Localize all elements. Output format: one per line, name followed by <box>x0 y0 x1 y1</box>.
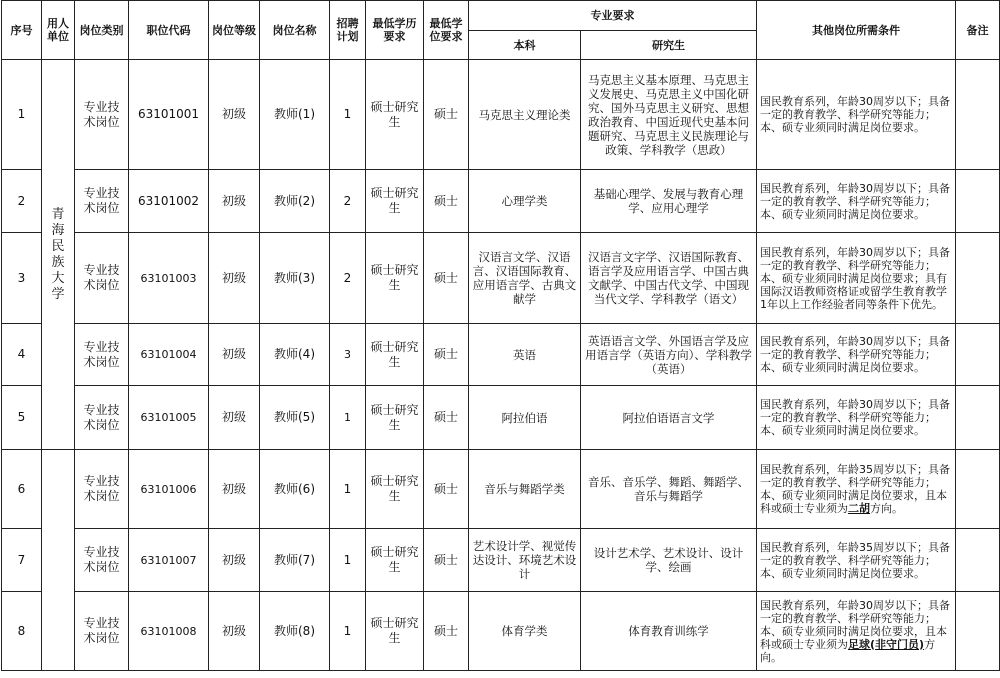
cell-undergrad: 汉语言文学、汉语言、汉语国际教育、应用语言学、古典文献学 <box>469 233 581 324</box>
cell-graduate: 体育教育训练学 <box>581 592 757 671</box>
cell-code: 63101007 <box>129 529 209 592</box>
header-graduate: 研究生 <box>581 31 757 60</box>
cell-category: 专业技术岗位 <box>75 386 129 450</box>
cell-undergrad: 阿拉伯语 <box>469 386 581 450</box>
cell-degree: 硕士 <box>424 386 469 450</box>
table-row <box>2 233 1000 324</box>
cell-graduate: 音乐、音乐学、舞蹈、舞蹈学、音乐与舞蹈学 <box>581 450 757 529</box>
cell-education: 硕士研究生 <box>366 450 424 529</box>
cell-plan: 2 <box>330 170 366 233</box>
cell-level: 初级 <box>209 450 260 529</box>
cell-plan: 1 <box>330 592 366 671</box>
cell-code: 63101004 <box>129 324 209 386</box>
cell-level: 初级 <box>209 170 260 233</box>
other-text: 国民教育系列，年龄30周岁以下；具备一定的教育教学、科学研究等能力；本、硕专业须同时满足岗位要求。 <box>760 95 950 134</box>
cell-seq: 2 <box>2 170 42 233</box>
cell-other <box>757 324 956 386</box>
cell-code: 63101001 <box>129 60 209 170</box>
cell-level: 初级 <box>209 592 260 671</box>
header-category: 岗位类别 <box>75 1 129 60</box>
cell-other <box>757 592 956 671</box>
cell-level: 初级 <box>209 60 260 170</box>
cell-level: 初级 <box>209 529 260 592</box>
cell-degree: 硕士 <box>424 324 469 386</box>
cell-name: 教师(4) <box>260 324 330 386</box>
cell-name: 教师(1) <box>260 60 330 170</box>
cell-undergrad: 马克思主义理论类 <box>469 60 581 170</box>
cell-category: 专业技术岗位 <box>75 592 129 671</box>
cell-plan: 2 <box>330 233 366 324</box>
cell-degree: 硕士 <box>424 60 469 170</box>
cell-undergrad: 艺术设计学、视觉传达设计、环境艺术设计 <box>469 529 581 592</box>
cell-other <box>757 386 956 450</box>
cell-level: 初级 <box>209 386 260 450</box>
cell-code: 63101003 <box>129 233 209 324</box>
other-text: 国民教育系列，年龄35周岁以下；具备一定的教育教学、科学研究等能力；本、硕专业须同时满足岗位要求。 <box>760 540 950 580</box>
recruitment-table <box>1 0 1000 671</box>
header-row <box>2 1 1000 31</box>
other-text: 国民教育系列，年龄35周岁以下；具备一定的教育教学、科学研究等能力；本、硕专业须同时满足岗位要求，且本科或硕士专业须为 <box>760 463 950 515</box>
header-unit: 用人单位 <box>42 1 75 60</box>
cell-category: 专业技术岗位 <box>75 170 129 233</box>
cell-plan: 3 <box>330 324 366 386</box>
cell-level: 初级 <box>209 233 260 324</box>
cell-name: 教师(8) <box>260 592 330 671</box>
cell-plan: 1 <box>330 386 366 450</box>
cell-other <box>757 450 956 529</box>
cell-name: 教师(3) <box>260 233 330 324</box>
cell-code: 63101002 <box>129 170 209 233</box>
cell-plan: 1 <box>330 450 366 529</box>
cell-graduate: 设计艺术学、艺术设计、设计学、绘画 <box>581 529 757 592</box>
cell-name: 教师(2) <box>260 170 330 233</box>
cell-category: 专业技术岗位 <box>75 450 129 529</box>
table-row <box>2 60 1000 170</box>
cell-education: 硕士研究生 <box>366 324 424 386</box>
cell-degree: 硕士 <box>424 592 469 671</box>
cell-other <box>757 233 956 324</box>
header-major: 专业要求 <box>469 1 757 31</box>
cell-category: 专业技术岗位 <box>75 324 129 386</box>
cell-graduate: 英语语言文学、外国语言学及应用语言学（英语方向）、学科教学（英语） <box>581 324 757 386</box>
cell-seq: 3 <box>2 233 42 324</box>
other-tail: 方向。 <box>870 502 903 515</box>
other-highlight: 二胡 <box>848 502 870 515</box>
cell-remark <box>956 386 1000 450</box>
cell-undergrad: 英语 <box>469 324 581 386</box>
cell-education: 硕士研究生 <box>366 233 424 324</box>
cell-name: 教师(6) <box>260 450 330 529</box>
other-tail: 方向。 <box>760 637 936 664</box>
header-name: 岗位名称 <box>260 1 330 60</box>
cell-remark <box>956 170 1000 233</box>
cell-seq: 6 <box>2 450 42 529</box>
cell-other <box>757 60 956 170</box>
header-code: 职位代码 <box>129 1 209 60</box>
header-education: 最低学历要求 <box>366 1 424 60</box>
cell-undergrad: 音乐与舞蹈学类 <box>469 450 581 529</box>
cell-remark <box>956 529 1000 592</box>
cell-name: 教师(7) <box>260 529 330 592</box>
cell-code: 63101008 <box>129 592 209 671</box>
cell-plan: 1 <box>330 529 366 592</box>
other-highlight: 足球(非守门员) <box>848 637 925 651</box>
cell-code: 63101005 <box>129 386 209 450</box>
cell-remark <box>956 592 1000 671</box>
cell-degree: 硕士 <box>424 450 469 529</box>
cell-education: 硕士研究生 <box>366 592 424 671</box>
cell-education: 硕士研究生 <box>366 386 424 450</box>
header-seq: 序号 <box>2 1 42 60</box>
cell-remark <box>956 233 1000 324</box>
header-remark: 备注 <box>956 1 1000 60</box>
cell-level: 初级 <box>209 324 260 386</box>
header-other: 其他岗位所需条件 <box>757 1 956 60</box>
cell-seq: 1 <box>2 60 42 170</box>
cell-remark <box>956 450 1000 529</box>
cell-name: 教师(5) <box>260 386 330 450</box>
table-row <box>2 324 1000 386</box>
cell-degree: 硕士 <box>424 233 469 324</box>
cell-category: 专业技术岗位 <box>75 60 129 170</box>
cell-graduate: 马克思主义基本原理、马克思主义发展史、马克思主义中国化研究、国外马克思主义研究、思想政治教育、中国近现代史基本问题研究、马克思主义民族理论与政策、学科教学（思政） <box>581 60 757 170</box>
other-text: 国民教育系列，年龄30周岁以下；具备一定的教育教学、科学研究等能力；本、硕专业须同时满足岗位要求。 <box>760 335 950 374</box>
cell-category: 专业技术岗位 <box>75 233 129 324</box>
cell-seq: 8 <box>2 592 42 671</box>
table-row <box>2 529 1000 592</box>
cell-graduate: 基础心理学、发展与教育心理学、应用心理学 <box>581 170 757 233</box>
other-text: 国民教育系列，年龄30周岁以下；具备一定的教育教学、科学研究等能力；本、硕专业须同时满足岗位要求，且本科或硕士专业须为 <box>760 598 950 651</box>
cell-remark <box>956 60 1000 170</box>
cell-undergrad: 心理学类 <box>469 170 581 233</box>
cell-education: 硕士研究生 <box>366 170 424 233</box>
cell-education: 硕士研究生 <box>366 529 424 592</box>
header-degree: 最低学位要求 <box>424 1 469 60</box>
table-row <box>2 170 1000 233</box>
unit-name: 青海民族大学 <box>51 206 65 302</box>
header-plan: 招聘计划 <box>330 1 366 60</box>
other-text: 国民教育系列，年龄30周岁以下；具备一定的教育教学、科学研究等能力；本、硕专业须同时满足岗位要求。 <box>760 398 950 437</box>
cell-seq: 4 <box>2 324 42 386</box>
cell-degree: 硕士 <box>424 170 469 233</box>
cell-graduate: 汉语言文字学、汉语国际教育、语言学及应用语言学、中国古典文献学、中国古代文学、中国现当代文学、学科教学（语文） <box>581 233 757 324</box>
table-row <box>2 386 1000 450</box>
cell-other <box>757 529 956 592</box>
cell-other <box>757 170 956 233</box>
header-undergrad: 本科 <box>469 31 581 60</box>
cell-seq: 7 <box>2 529 42 592</box>
cell-code: 63101006 <box>129 450 209 529</box>
table-row <box>2 592 1000 671</box>
other-text: 国民教育系列，年龄30周岁以下；具备一定的教育教学、科学研究等能力；本、硕专业须同时满足岗位要求；具有国际汉语教师资格证或留学生教育教学1年以上工作经验者同等条件下优先。 <box>760 245 950 311</box>
cell-undergrad: 体育学类 <box>469 592 581 671</box>
cell-remark <box>956 324 1000 386</box>
cell-category: 专业技术岗位 <box>75 529 129 592</box>
cell-seq: 5 <box>2 386 42 450</box>
cell-unit <box>42 60 75 450</box>
other-text: 国民教育系列，年龄30周岁以下；具备一定的教育教学、科学研究等能力；本、硕专业须同时满足岗位要求。 <box>760 181 950 221</box>
cell-plan: 1 <box>330 60 366 170</box>
cell-education: 硕士研究生 <box>366 60 424 170</box>
cell-unit-continued <box>42 450 75 671</box>
cell-degree: 硕士 <box>424 529 469 592</box>
cell-graduate: 阿拉伯语语言文学 <box>581 386 757 450</box>
header-level: 岗位等级 <box>209 1 260 60</box>
table-row <box>2 450 1000 529</box>
